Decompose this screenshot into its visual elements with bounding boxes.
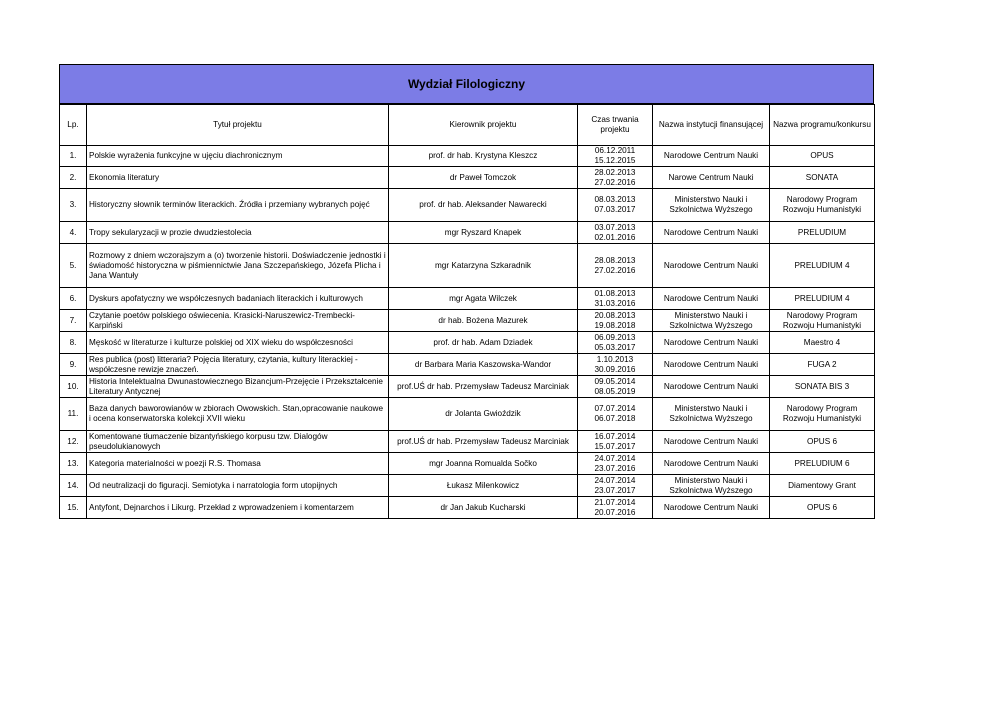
start-date: 16.07.2014 bbox=[594, 431, 636, 441]
funding-program: PRELUDIUM 4 bbox=[770, 288, 875, 310]
project-manager: mgr Agata Wilczek bbox=[389, 288, 578, 310]
project-title: Historia Intelektualna Dwunastowiecznego Bizancjum-Przejęcie i Przekształcenie Literatury Antycznej bbox=[87, 376, 389, 398]
funding-program: OPUS bbox=[770, 146, 875, 167]
project-manager: dr hab. Bożena Mazurek bbox=[389, 310, 578, 332]
funding-program: SONATA BIS 3 bbox=[770, 376, 875, 398]
row-number: 13. bbox=[60, 453, 87, 475]
project-title: Kategoria materialności w poezji R.S. Thomasa bbox=[87, 453, 389, 475]
project-duration bbox=[578, 398, 653, 431]
project-manager: prof. dr hab. Krystyna Kleszcz bbox=[389, 146, 578, 167]
funding-institution: Narodowe Centrum Nauki bbox=[653, 497, 770, 519]
start-date: 1.10.2013 bbox=[596, 354, 634, 364]
project-manager: prof. dr hab. Aleksander Nawarecki bbox=[389, 189, 578, 222]
funding-institution: Narodowe Centrum Nauki bbox=[653, 431, 770, 453]
row-number: 3. bbox=[60, 189, 87, 222]
start-date: 01.08.2013 bbox=[594, 288, 636, 298]
end-date: 20.07.2016 bbox=[594, 507, 636, 517]
project-manager: prof.UŚ dr hab. Przemysław Tadeusz Marciniak bbox=[389, 431, 578, 453]
funding-program: OPUS 6 bbox=[770, 497, 875, 519]
project-manager: mgr Katarzyna Szkaradnik bbox=[389, 244, 578, 288]
start-date: 09.05.2014 bbox=[594, 376, 636, 386]
end-date: 05.03.2017 bbox=[594, 342, 636, 352]
header-program: Nazwa programu/konkursu bbox=[770, 105, 875, 146]
end-date: 08.05.2019 bbox=[594, 386, 636, 396]
project-title: Czytanie poetów polskiego oświecenia. Krasicki-Naruszewicz-Trembecki-Karpiński bbox=[87, 310, 389, 332]
funding-program: SONATA bbox=[770, 167, 875, 189]
funding-institution: Narodowe Centrum Nauki bbox=[653, 354, 770, 376]
funding-institution: Ministerstwo Nauki i Szkolnictwa Wyższego bbox=[653, 475, 770, 497]
end-date: 15.12.2015 bbox=[594, 156, 636, 166]
project-title: Historyczny słownik terminów literackich. Źródła i przemiany wybranych pojęć bbox=[87, 189, 389, 222]
project-manager: dr Barbara Maria Kaszowska-Wandor bbox=[389, 354, 578, 376]
end-date: 06.07.2018 bbox=[594, 414, 636, 424]
row-number: 10. bbox=[60, 376, 87, 398]
project-manager: dr Paweł Tomczok bbox=[389, 167, 578, 189]
project-duration bbox=[578, 288, 653, 310]
start-date: 07.07.2014 bbox=[594, 404, 636, 414]
funding-program: PRELUDIUM 4 bbox=[770, 244, 875, 288]
project-title: Baza danych baworowianów w zbiorach Owowskich. Stan,opracowanie naukowe i ocena konserwatorska kolekcji XVII wieku bbox=[87, 398, 389, 431]
row-number: 5. bbox=[60, 244, 87, 288]
start-date: 20.08.2013 bbox=[594, 310, 636, 320]
funding-institution: Narodowe Centrum Nauki bbox=[653, 376, 770, 398]
funding-institution: Ministerstwo Nauki i Szkolnictwa Wyższego bbox=[653, 189, 770, 222]
row-number: 6. bbox=[60, 288, 87, 310]
project-manager: Łukasz Milenkowicz bbox=[389, 475, 578, 497]
row-number: 4. bbox=[60, 222, 87, 244]
project-duration bbox=[578, 431, 653, 453]
project-manager: dr Jolanta Gwioździk bbox=[389, 398, 578, 431]
row-number: 7. bbox=[60, 310, 87, 332]
funding-institution: Narowe Centrum Nauki bbox=[653, 167, 770, 189]
start-date: 24.07.2014 bbox=[594, 453, 636, 463]
project-duration bbox=[578, 376, 653, 398]
funding-institution: Ministerstwo Nauki i Szkolnictwa Wyższego bbox=[653, 398, 770, 431]
funding-program: Diamentowy Grant bbox=[770, 475, 875, 497]
row-number: 15. bbox=[60, 497, 87, 519]
funding-institution: Narodowe Centrum Nauki bbox=[653, 288, 770, 310]
header-institution: Nazwa instytucji finansującej bbox=[653, 105, 770, 146]
project-manager: prof.UŚ dr hab. Przemysław Tadeusz Marciniak bbox=[389, 376, 578, 398]
table-row bbox=[60, 332, 875, 354]
table-row bbox=[60, 354, 875, 376]
project-title: Tropy sekularyzacji w prozie dwudziestolecia bbox=[87, 222, 389, 244]
funding-institution: Narodowe Centrum Nauki bbox=[653, 146, 770, 167]
projects-table bbox=[59, 104, 875, 519]
funding-program: PRELUDIUM 6 bbox=[770, 453, 875, 475]
project-title: Od neutralizacji do figuracji. Semiotyka i narratologia form utopijnych bbox=[87, 475, 389, 497]
header-row bbox=[60, 105, 875, 146]
start-date: 08.03.2013 bbox=[594, 195, 636, 205]
project-duration bbox=[578, 146, 653, 167]
header-lp: Lp. bbox=[60, 105, 87, 146]
table-row bbox=[60, 244, 875, 288]
project-duration bbox=[578, 189, 653, 222]
start-date: 24.07.2014 bbox=[594, 475, 636, 485]
table-row bbox=[60, 167, 875, 189]
table-row bbox=[60, 189, 875, 222]
project-title: Ekonomia literatury bbox=[87, 167, 389, 189]
row-number: 12. bbox=[60, 431, 87, 453]
funding-program: Narodowy Program Rozwoju Humanistyki bbox=[770, 310, 875, 332]
end-date: 27.02.2016 bbox=[594, 177, 636, 187]
project-manager: mgr Ryszard Knapek bbox=[389, 222, 578, 244]
start-date: 06.12.2011 bbox=[594, 146, 636, 155]
start-date: 03.07.2013 bbox=[594, 222, 636, 232]
project-duration bbox=[578, 354, 653, 376]
project-manager: mgr Joanna Romualda Sočko bbox=[389, 453, 578, 475]
project-manager: prof. dr hab. Adam Dziadek bbox=[389, 332, 578, 354]
header-duration: Czas trwania projektu bbox=[578, 105, 653, 146]
project-duration bbox=[578, 497, 653, 519]
table-row bbox=[60, 146, 875, 167]
project-title: Antyfont, Dejnarchos i Likurg. Przekład z wprowadzeniem i komentarzem bbox=[87, 497, 389, 519]
project-duration bbox=[578, 244, 653, 288]
funding-program: OPUS 6 bbox=[770, 431, 875, 453]
end-date: 23.07.2017 bbox=[594, 485, 636, 495]
project-title: Res publica (post) litteraria? Pojęcia literatury, czytania, kultury literackiej - współczesne rewizje znaczeń. bbox=[87, 354, 389, 376]
end-date: 07.03.2017 bbox=[594, 205, 636, 215]
project-duration bbox=[578, 167, 653, 189]
table-row bbox=[60, 288, 875, 310]
project-title: Polskie wyrażenia funkcyjne w ujęciu diachronicznym bbox=[87, 146, 389, 167]
start-date: 28.02.2013 bbox=[594, 167, 636, 177]
table-row bbox=[60, 475, 875, 497]
row-number: 11. bbox=[60, 398, 87, 431]
header-manager: Kierownik projektu bbox=[389, 105, 578, 146]
project-title: Rozmowy z dniem wczorajszym a (o) tworzenie historii. Doświadczenie jednostki i świadomość historyczna w piśmiennictwie Jana Szczepańskiego, Józefa Plicha i Jana Wantuły bbox=[87, 244, 389, 288]
project-duration bbox=[578, 453, 653, 475]
table-row bbox=[60, 376, 875, 398]
funding-program: Narodowy Program Rozwoju Humanistyki bbox=[770, 189, 875, 222]
end-date: 30.09.2016 bbox=[594, 364, 636, 374]
start-date: 06.09.2013 bbox=[594, 332, 636, 342]
row-number: 8. bbox=[60, 332, 87, 354]
funding-institution: Narodowe Centrum Nauki bbox=[653, 332, 770, 354]
project-manager: dr Jan Jakub Kucharski bbox=[389, 497, 578, 519]
row-number: 2. bbox=[60, 167, 87, 189]
project-title: Komentowane tłumaczenie bizantyńskiego korpusu tzw. Dialogów pseudolukianowych bbox=[87, 431, 389, 453]
start-date: 28.08.2013 bbox=[594, 255, 636, 265]
table-row bbox=[60, 310, 875, 332]
end-date: 27.02.2016 bbox=[594, 265, 636, 275]
end-date: 19.08.2018 bbox=[594, 320, 636, 330]
header-title: Tytuł projektu bbox=[87, 105, 389, 146]
row-number: 14. bbox=[60, 475, 87, 497]
end-date: 02.01.2016 bbox=[594, 232, 636, 242]
table-row bbox=[60, 222, 875, 244]
row-number: 1. bbox=[60, 146, 87, 167]
project-duration bbox=[578, 475, 653, 497]
table-row bbox=[60, 497, 875, 519]
funding-program: FUGA 2 bbox=[770, 354, 875, 376]
funding-program: Maestro 4 bbox=[770, 332, 875, 354]
row-number: 9. bbox=[60, 354, 87, 376]
end-date: 23.07.2016 bbox=[594, 463, 636, 473]
funding-program: PRELUDIUM bbox=[770, 222, 875, 244]
department-title: Wydział Filologiczny bbox=[59, 64, 874, 104]
project-title: Dyskurs apofatyczny we współczesnych badaniach literackich i kulturowych bbox=[87, 288, 389, 310]
project-title: Męskość w literaturze i kulturze polskiej od XIX wieku do współczesności bbox=[87, 332, 389, 354]
funding-institution: Ministerstwo Nauki i Szkolnictwa Wyższego bbox=[653, 310, 770, 332]
table-row bbox=[60, 453, 875, 475]
funding-institution: Narodowe Centrum Nauki bbox=[653, 222, 770, 244]
funding-institution: Narodowe Centrum Nauki bbox=[653, 453, 770, 475]
end-date: 15.07.2017 bbox=[594, 441, 636, 451]
table-row bbox=[60, 398, 875, 431]
start-date: 21.07.2014 bbox=[594, 497, 636, 507]
project-duration bbox=[578, 222, 653, 244]
spreadsheet bbox=[59, 64, 874, 519]
end-date: 31.03.2016 bbox=[594, 298, 636, 308]
project-duration bbox=[578, 310, 653, 332]
funding-program: Narodowy Program Rozwoju Humanistyki bbox=[770, 398, 875, 431]
project-duration bbox=[578, 332, 653, 354]
funding-institution: Narodowe Centrum Nauki bbox=[653, 244, 770, 288]
table-row bbox=[60, 431, 875, 453]
